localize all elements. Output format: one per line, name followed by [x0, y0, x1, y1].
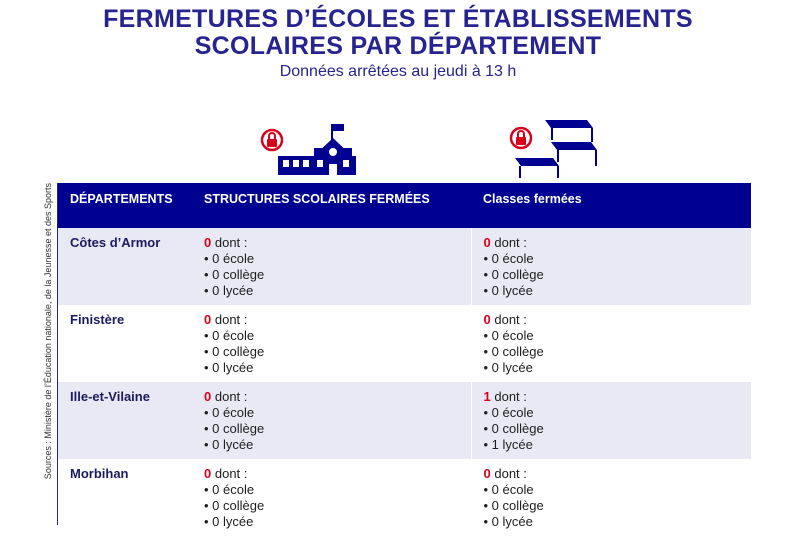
header-structures: STRUCTURES SCOLAIRES FERMÉES	[192, 183, 471, 228]
structures-college: • 0 collège	[204, 498, 265, 513]
classes-college: • 0 collège	[483, 498, 544, 513]
page-title	[0, 6, 796, 60]
classes-ecole: • 0 école	[483, 328, 534, 343]
structures-lycee: • 0 lycée	[204, 437, 254, 452]
structures-lycee: • 0 lycée	[204, 283, 254, 298]
dont-label: dont :	[214, 235, 248, 250]
structures-total: 0	[204, 466, 212, 481]
dont-label: dont :	[214, 389, 248, 404]
structures-ecole: • 0 école	[204, 251, 255, 266]
classes-total: 0	[483, 235, 491, 250]
title-line-1: FERMETURES D’ÉCOLES ET ÉTABLISSEMENTS	[103, 5, 693, 33]
classes-total: 0	[483, 312, 491, 327]
classes-college: • 0 collège	[483, 344, 544, 359]
classes-lycee: • 0 lycée	[483, 360, 533, 375]
page-subtitle: Données arrêtées au jeudi à 13 h	[279, 63, 517, 80]
classes-cell	[471, 305, 751, 382]
classes-cell	[471, 228, 751, 305]
department-name: Ille-et-Vilaine	[58, 382, 192, 459]
classes-lycee: • 1 lycée	[483, 437, 533, 452]
table-header-row	[58, 183, 751, 228]
structures-ecole: • 0 école	[204, 328, 255, 343]
structures-cell	[192, 228, 471, 305]
dont-label: dont :	[494, 389, 527, 404]
structures-cell	[192, 382, 471, 459]
classes-total: 0	[483, 466, 491, 481]
structures-total: 0	[204, 389, 212, 404]
closures-table	[58, 183, 751, 536]
structures-ecole: • 0 école	[204, 482, 255, 497]
classes-ecole: • 0 école	[483, 251, 534, 266]
dont-label: dont :	[494, 312, 527, 327]
classes-cell	[471, 382, 751, 459]
dont-label: dont :	[214, 466, 248, 481]
classes-ecole: • 0 école	[483, 405, 534, 420]
department-name: Côtes d’Armor	[58, 228, 192, 305]
table-row	[58, 305, 751, 382]
table-row	[58, 382, 751, 459]
header-classes: Classes fermées	[471, 183, 751, 228]
table-row	[58, 228, 751, 305]
structures-lycee: • 0 lycée	[204, 514, 254, 529]
header-departments: DÉPARTEMENTS	[58, 183, 192, 228]
structures-lycee: • 0 lycée	[204, 360, 254, 375]
classes-ecole: • 0 école	[483, 482, 534, 497]
school-desks-lock-icon	[507, 116, 603, 182]
structures-total: 0	[204, 312, 212, 327]
structures-ecole: • 0 école	[204, 405, 255, 420]
structures-cell	[192, 459, 471, 536]
table-row	[58, 459, 751, 536]
classes-total: 1	[483, 389, 491, 404]
classes-lycee: • 0 lycée	[483, 514, 533, 529]
lock-badge	[511, 128, 531, 148]
classes-cell	[471, 459, 751, 536]
structures-college: • 0 collège	[204, 421, 265, 436]
source-note: Sources : Ministère de l’Éducation nationale, de la Jeunesse et des Sports	[43, 183, 53, 480]
school-building-lock-icon	[258, 118, 358, 178]
dont-label: dont :	[494, 235, 527, 250]
classes-lycee: • 0 lycée	[483, 283, 533, 298]
department-name: Morbihan	[70, 466, 129, 481]
department-name: Finistère	[70, 312, 125, 327]
classes-college: • 0 collège	[483, 267, 544, 282]
lock-badge	[262, 130, 282, 150]
structures-college: • 0 collège	[204, 344, 265, 359]
title-line-2: SCOLAIRES PAR DÉPARTEMENT	[194, 32, 602, 60]
structures-college: • 0 collège	[204, 267, 265, 282]
structures-total: 0	[204, 235, 212, 250]
dont-label: dont :	[214, 312, 248, 327]
dont-label: dont :	[494, 466, 527, 481]
structures-cell	[192, 305, 471, 382]
classes-college: • 0 collège	[483, 421, 544, 436]
